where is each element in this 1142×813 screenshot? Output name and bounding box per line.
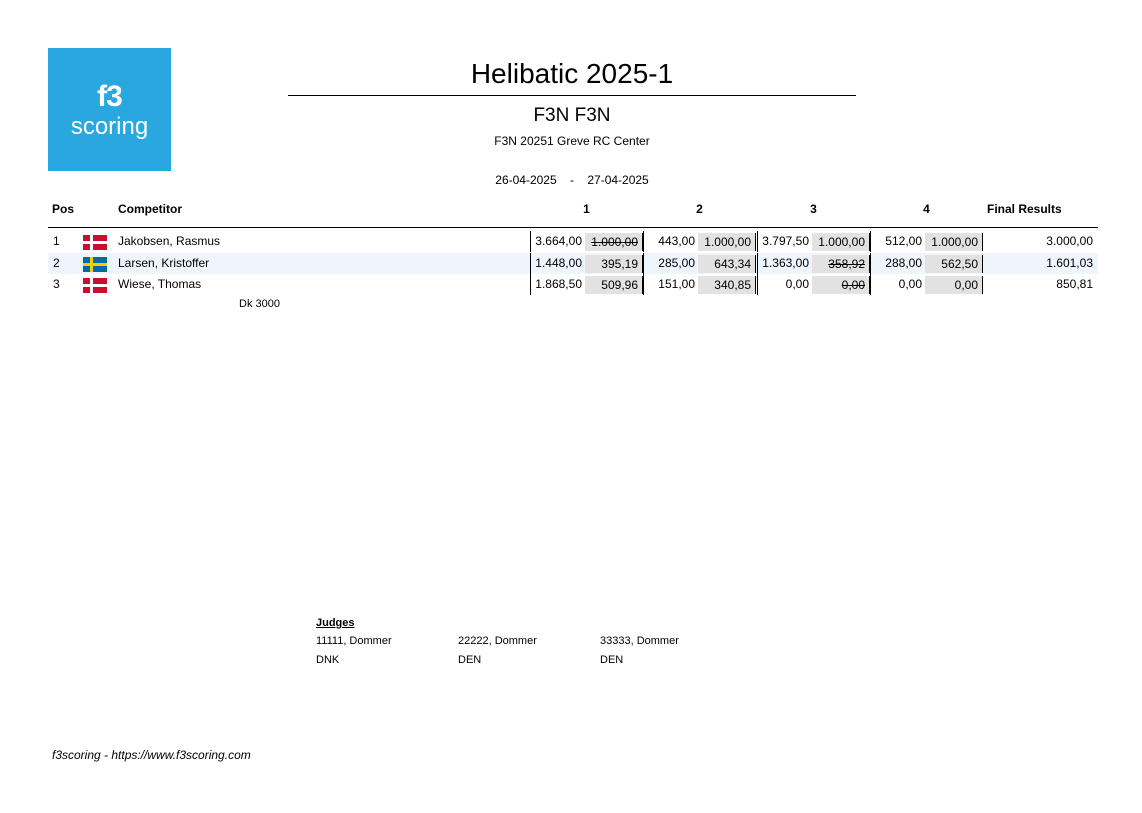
row-final-result: 3.000,00 [1046,234,1093,248]
round-1-normalized-score: 395,19 [585,255,643,273]
footer-credit: f3scoring - https://www.f3scoring.com [52,748,251,762]
round-3-normalized-score: 358,92 [812,255,870,273]
round-3-raw-score: 1.363,00 [757,253,812,274]
round-3-normalized-score: 0,00 [812,276,870,294]
round-1-normalized-score: 509,96 [585,276,643,294]
row-final-result: 1.601,03 [1046,256,1093,270]
table-note: Dk 3000 [239,298,280,310]
header-pos: Pos [52,202,75,216]
denmark-flag-icon [83,235,107,250]
row-competitor: Larsen, Kristoffer [118,256,210,270]
header-final-results: Final Results [987,202,1062,216]
header-round-3: 3 [810,202,817,216]
round-4-normalized-score: 0,00 [925,276,983,294]
logo-line2: scoring [70,113,149,140]
header-round-4: 4 [923,202,930,216]
header-competitor: Competitor [118,202,182,216]
judge-1-name: 11111, Dommer [316,635,392,647]
table-row [48,253,1098,274]
round-4-normalized-score: 562,50 [925,255,983,273]
event-subtitle: F3N F3N [533,105,611,126]
round-3-raw-score: 3.797,50 [757,231,812,252]
date-to: 27-04-2025 [587,173,649,187]
row-competitor: Jakobsen, Rasmus [118,234,221,248]
row-position: 2 [53,256,60,270]
header-round-2: 2 [696,202,703,216]
round-4-raw-score: 288,00 [870,253,925,274]
table-row [48,274,1098,295]
judge-1-country: DNK [316,654,340,666]
row-final-result: 850,81 [1056,277,1093,291]
table-row [48,231,1098,252]
round-2-normalized-score: 643,34 [698,255,756,273]
round-2-normalized-score: 1.000,00 [698,233,756,251]
f3scoring-logo [48,48,171,171]
round-1-raw-score: 1.448,00 [530,253,585,274]
judge-2-country: DEN [458,654,482,666]
judge-3-name: 33333, Dommer [600,635,679,647]
round-4-normalized-score: 1.000,00 [925,233,983,251]
round-2-normalized-score: 340,85 [698,276,756,294]
logo-line1: f3 [97,80,122,113]
round-2-raw-score: 443,00 [643,231,698,252]
judge-2-name: 22222, Dommer [458,635,537,647]
judges-title: Judges [316,617,355,629]
event-venue: F3N 20251 Greve RC Center [494,134,650,148]
event-title: Helibatic 2025-1 [470,58,674,89]
round-1-normalized-score: 1.000,00 [585,233,643,251]
title-divider [288,95,856,96]
round-1-raw-score: 3.664,00 [530,231,585,252]
denmark-flag-icon [83,278,107,293]
round-3-raw-score: 0,00 [757,274,812,295]
row-position: 1 [53,234,60,248]
sweden-flag-icon [83,257,107,272]
row-competitor: Wiese, Thomas [118,277,202,291]
event-dates [288,172,856,188]
date-separator: - [570,173,574,187]
round-4-raw-score: 512,00 [870,231,925,252]
round-4-raw-score: 0,00 [870,274,925,295]
header-round-1: 1 [583,202,590,216]
round-1-raw-score: 1.868,50 [530,274,585,295]
row-position: 3 [53,277,60,291]
round-2-raw-score: 285,00 [643,253,698,274]
date-from: 26-04-2025 [495,173,557,187]
round-3-normalized-score: 1.000,00 [812,233,870,251]
header-divider [48,227,1098,228]
judge-3-country: DEN [600,654,624,666]
round-2-raw-score: 151,00 [643,274,698,295]
